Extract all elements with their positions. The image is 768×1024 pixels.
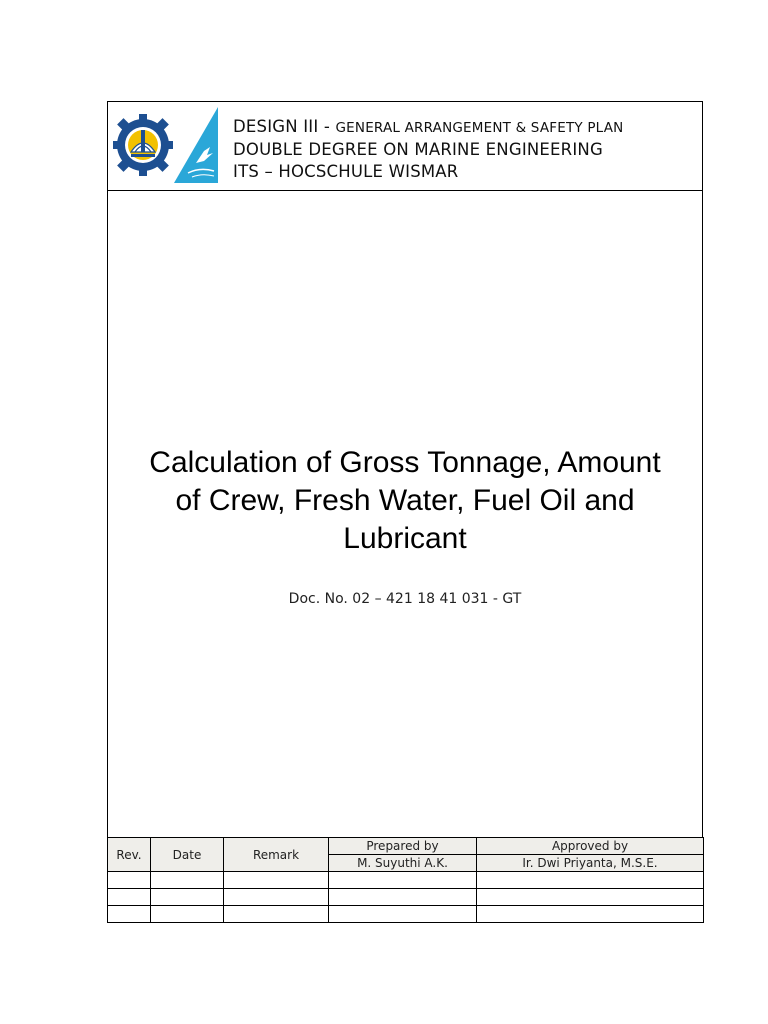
- rev-header: Rev.: [108, 838, 151, 872]
- document-number: Doc. No. 02 – 421 18 41 031 - GT: [288, 591, 522, 607]
- course-title-prefix: DESIGN III -: [233, 117, 336, 136]
- table-cell: [224, 889, 329, 906]
- document-cover-page: [107, 101, 703, 838]
- table-cell: [151, 906, 224, 923]
- table-cell: [477, 872, 704, 889]
- document-title-line: Calculation of Gross Tonnage, Amount: [149, 446, 661, 479]
- table-cell: [329, 872, 477, 889]
- table-cell: [224, 872, 329, 889]
- table-row: [108, 889, 704, 906]
- table-cell: [108, 872, 151, 889]
- table-cell: [108, 906, 151, 923]
- program-line: DOUBLE DEGREE ON MARINE ENGINEERING: [233, 140, 603, 159]
- its-crest-icon: [111, 112, 175, 178]
- approved-by-name: Ir. Dwi Priyanta, M.S.E.: [477, 855, 704, 872]
- hochschule-wismar-logo-icon: [174, 107, 222, 183]
- header-text-block: [233, 116, 623, 183]
- table-cell: [329, 889, 477, 906]
- prepared-by-header: Prepared by: [329, 838, 477, 855]
- approved-by-header: Approved by: [477, 838, 704, 855]
- institution-line: ITS – HOCSCHULE WISMAR: [233, 162, 459, 181]
- table-cell: [477, 906, 704, 923]
- table-row: [108, 906, 704, 923]
- prepared-by-name: M. Suyuthi A.K.: [329, 855, 477, 872]
- table-cell: [151, 889, 224, 906]
- document-title-line: Lubricant: [343, 522, 467, 555]
- document-title: [108, 444, 702, 558]
- date-header: Date: [151, 838, 224, 872]
- table-cell: [151, 872, 224, 889]
- document-title-line: of Crew, Fresh Water, Fuel Oil and: [175, 484, 635, 517]
- course-subject: GENERAL ARRANGEMENT & SAFETY PLAN: [335, 120, 624, 136]
- table-row: [108, 872, 704, 889]
- table-cell: [224, 906, 329, 923]
- cover-header: [108, 102, 702, 191]
- remark-header: Remark: [224, 838, 329, 872]
- course-title-line: [233, 116, 623, 139]
- table-cell: [477, 889, 704, 906]
- revision-header-row: [108, 838, 704, 855]
- revision-table: [107, 837, 704, 923]
- table-cell: [108, 889, 151, 906]
- table-cell: [329, 906, 477, 923]
